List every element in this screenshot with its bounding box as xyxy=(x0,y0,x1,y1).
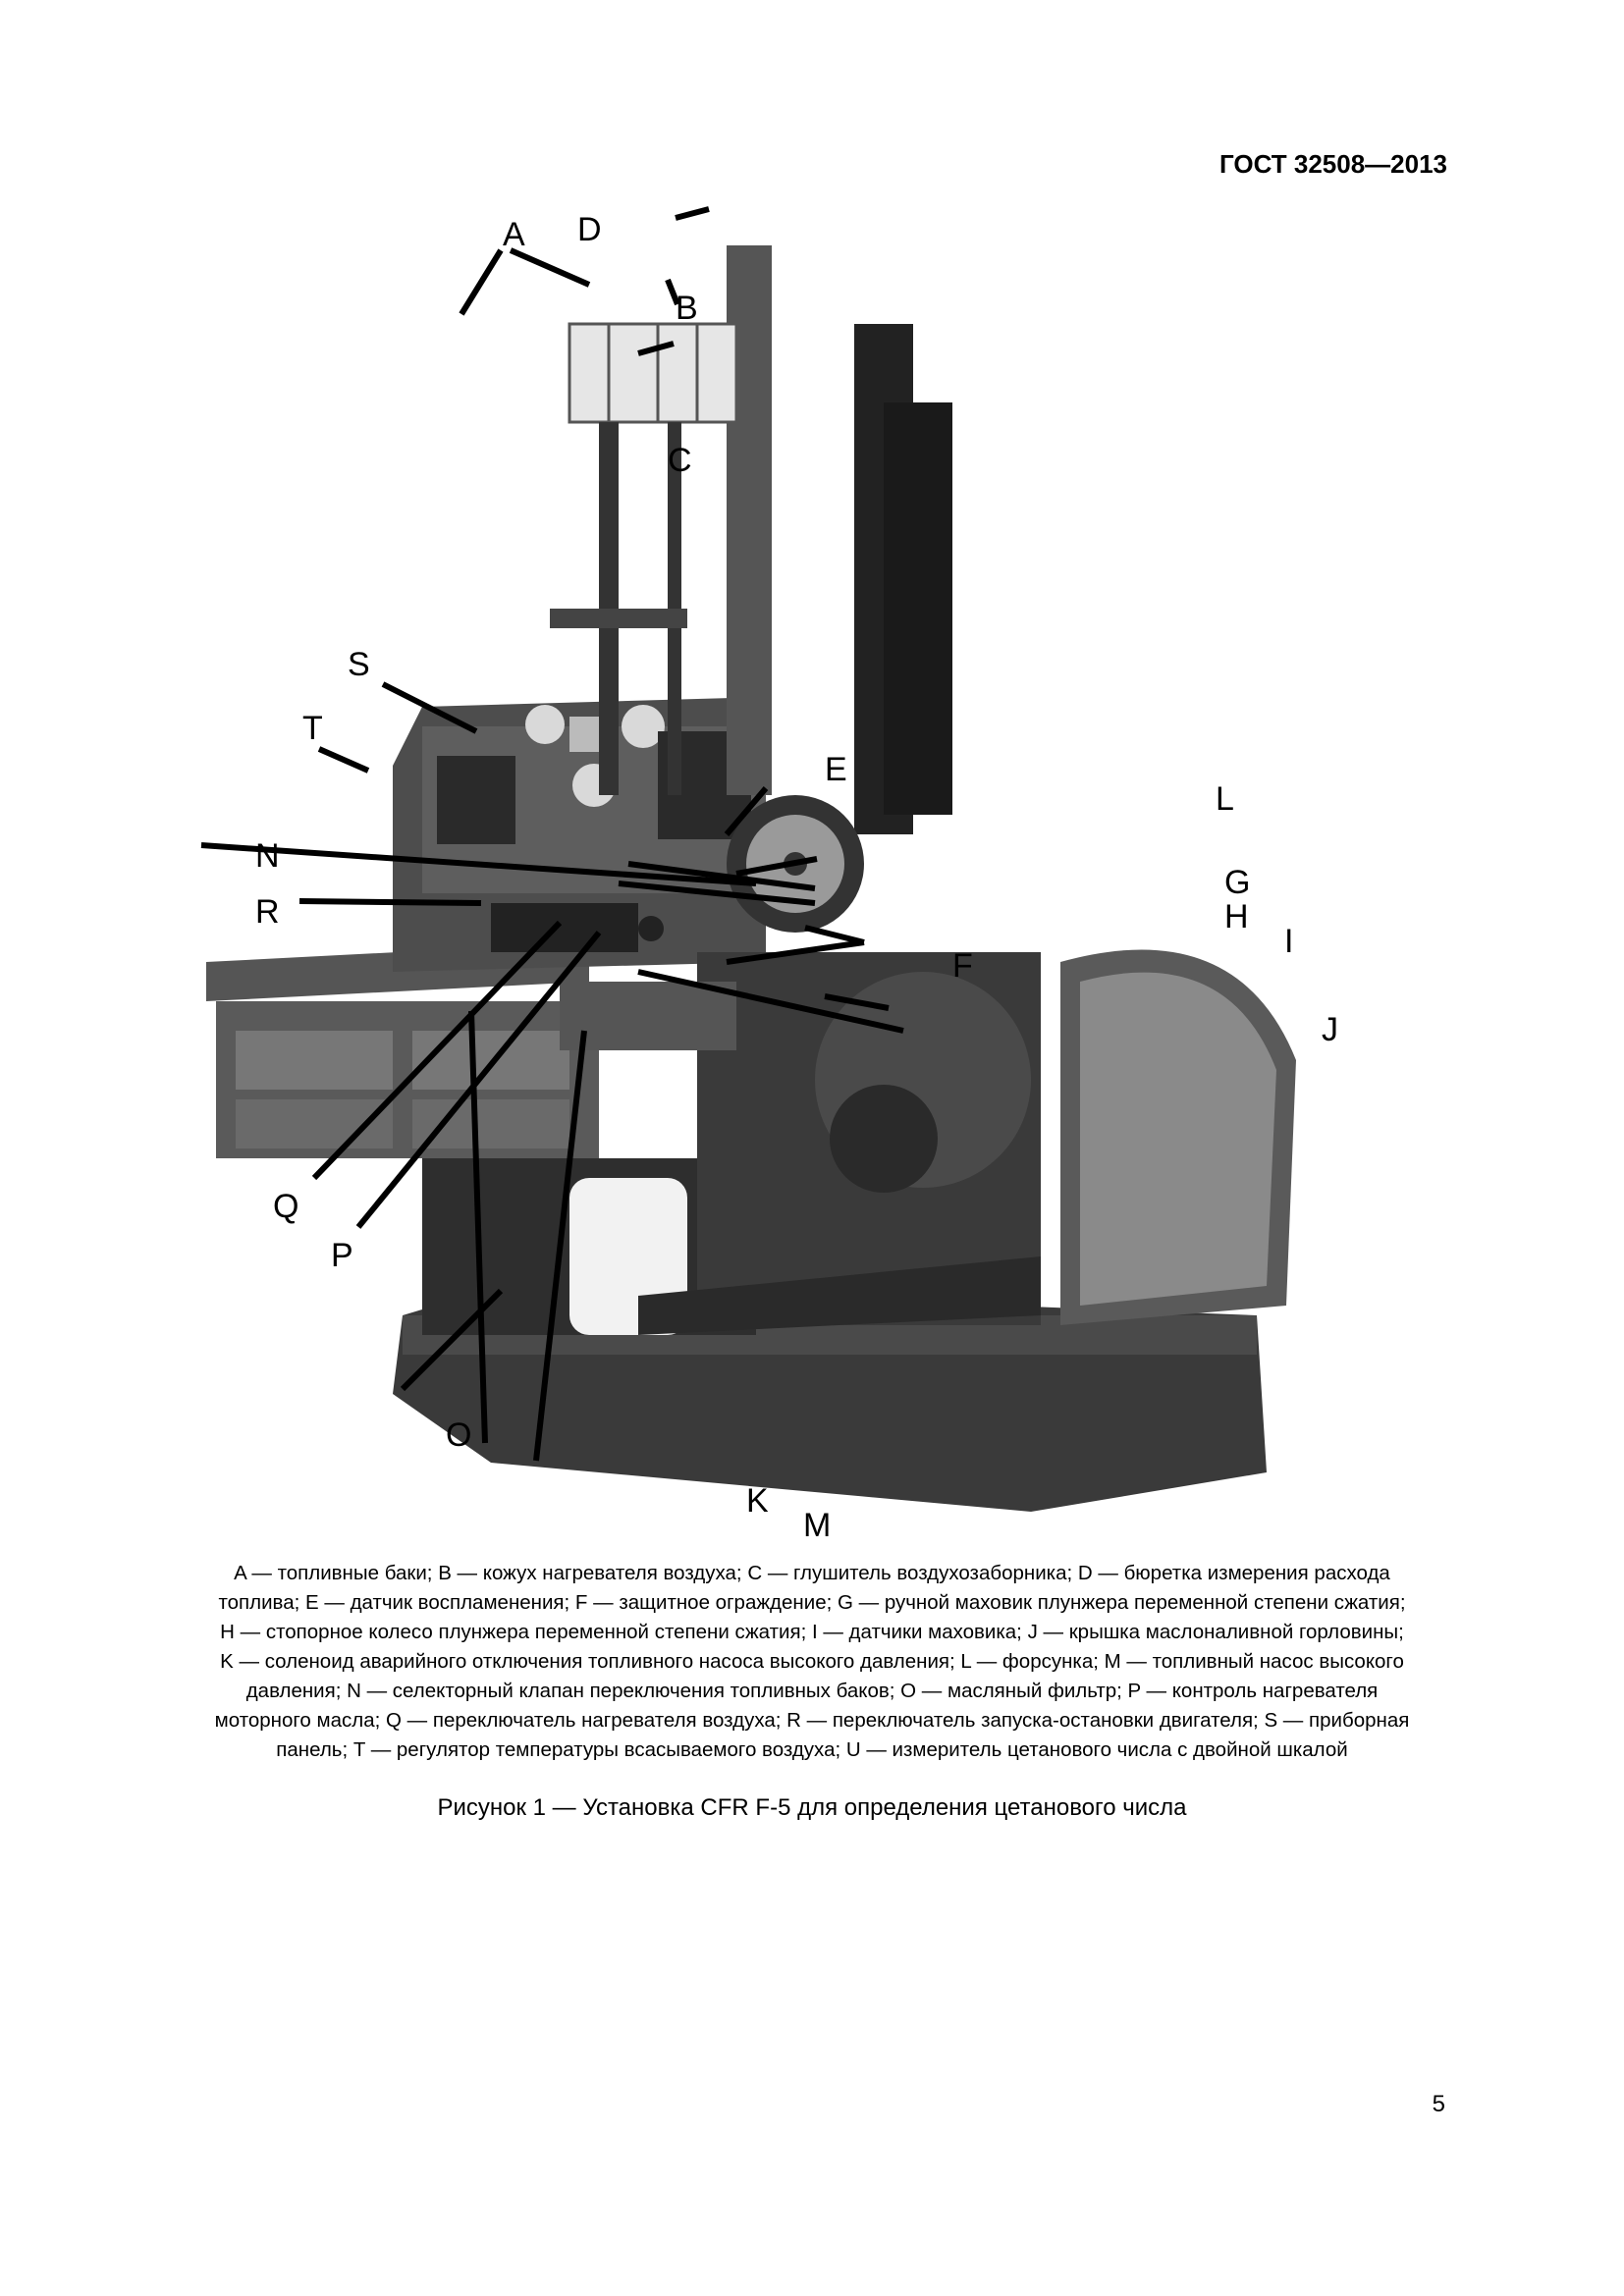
page-number: 5 xyxy=(1432,2091,1445,2117)
callout-g: G xyxy=(1224,864,1251,901)
legend-line: панель; T — регулятор температуры всасываемого воздуха; U — измеритель цетанового числа с двойной шкалой xyxy=(276,1738,1348,1761)
legend-line: давления; N — селекторный клапан переключения топливных баков; O — масляный фильтр; P — контроль нагревателя xyxy=(245,1680,1379,1702)
document-header: ГОСТ 32508—2013 xyxy=(1219,149,1447,179)
callout-t: T xyxy=(302,710,323,747)
engine-figure xyxy=(177,196,1453,1551)
callout-j: J xyxy=(1322,1011,1338,1048)
callout-b: B xyxy=(676,290,698,327)
callout-s: S xyxy=(348,646,370,683)
legend-line: топлива; E — датчик воспламенения; F — защитное ограждение; G — ручной маховик плунжера переменной степени сжатия; xyxy=(218,1591,1406,1614)
callout-o: O xyxy=(446,1416,472,1454)
legend-line: K — соленоид аварийного отключения топливного насоса высокого давления; L — форсунка; M — топливный насос высокого xyxy=(220,1650,1404,1673)
legend-line: A — топливные баки; B — кожух нагревателя воздуха; C — глушитель воздухозаборника; D — бюретка измерения расхода xyxy=(234,1562,1390,1584)
callout-i: I xyxy=(1284,923,1294,960)
callout-m: M xyxy=(803,1507,832,1544)
callout-k: K xyxy=(746,1482,769,1520)
callout-e: E xyxy=(825,751,847,788)
callout-c: C xyxy=(668,442,692,479)
callout-d: D xyxy=(577,211,602,248)
callout-p: P xyxy=(331,1237,353,1274)
callout-l: L xyxy=(1216,780,1234,818)
figure-legend xyxy=(123,1559,1501,1765)
legend-line: H — стопорное колесо плунжера переменной степени сжатия; I — датчики маховика; J — крышка маслоналивной горловины; xyxy=(220,1621,1404,1643)
callout-r: R xyxy=(255,893,280,931)
callout-q: Q xyxy=(273,1188,299,1225)
callout-h: H xyxy=(1224,898,1249,935)
callout-a: A xyxy=(503,216,525,253)
figure-title: Рисунок 1 — Установка CFR F-5 для определения цетанового числа xyxy=(437,1794,1187,1821)
callout-n: N xyxy=(255,837,280,875)
legend-line: моторного масла; Q — переключатель нагревателя воздуха; R — переключатель запуска-остановки двигателя; S — приборная xyxy=(214,1709,1410,1732)
callout-f: F xyxy=(952,947,973,985)
